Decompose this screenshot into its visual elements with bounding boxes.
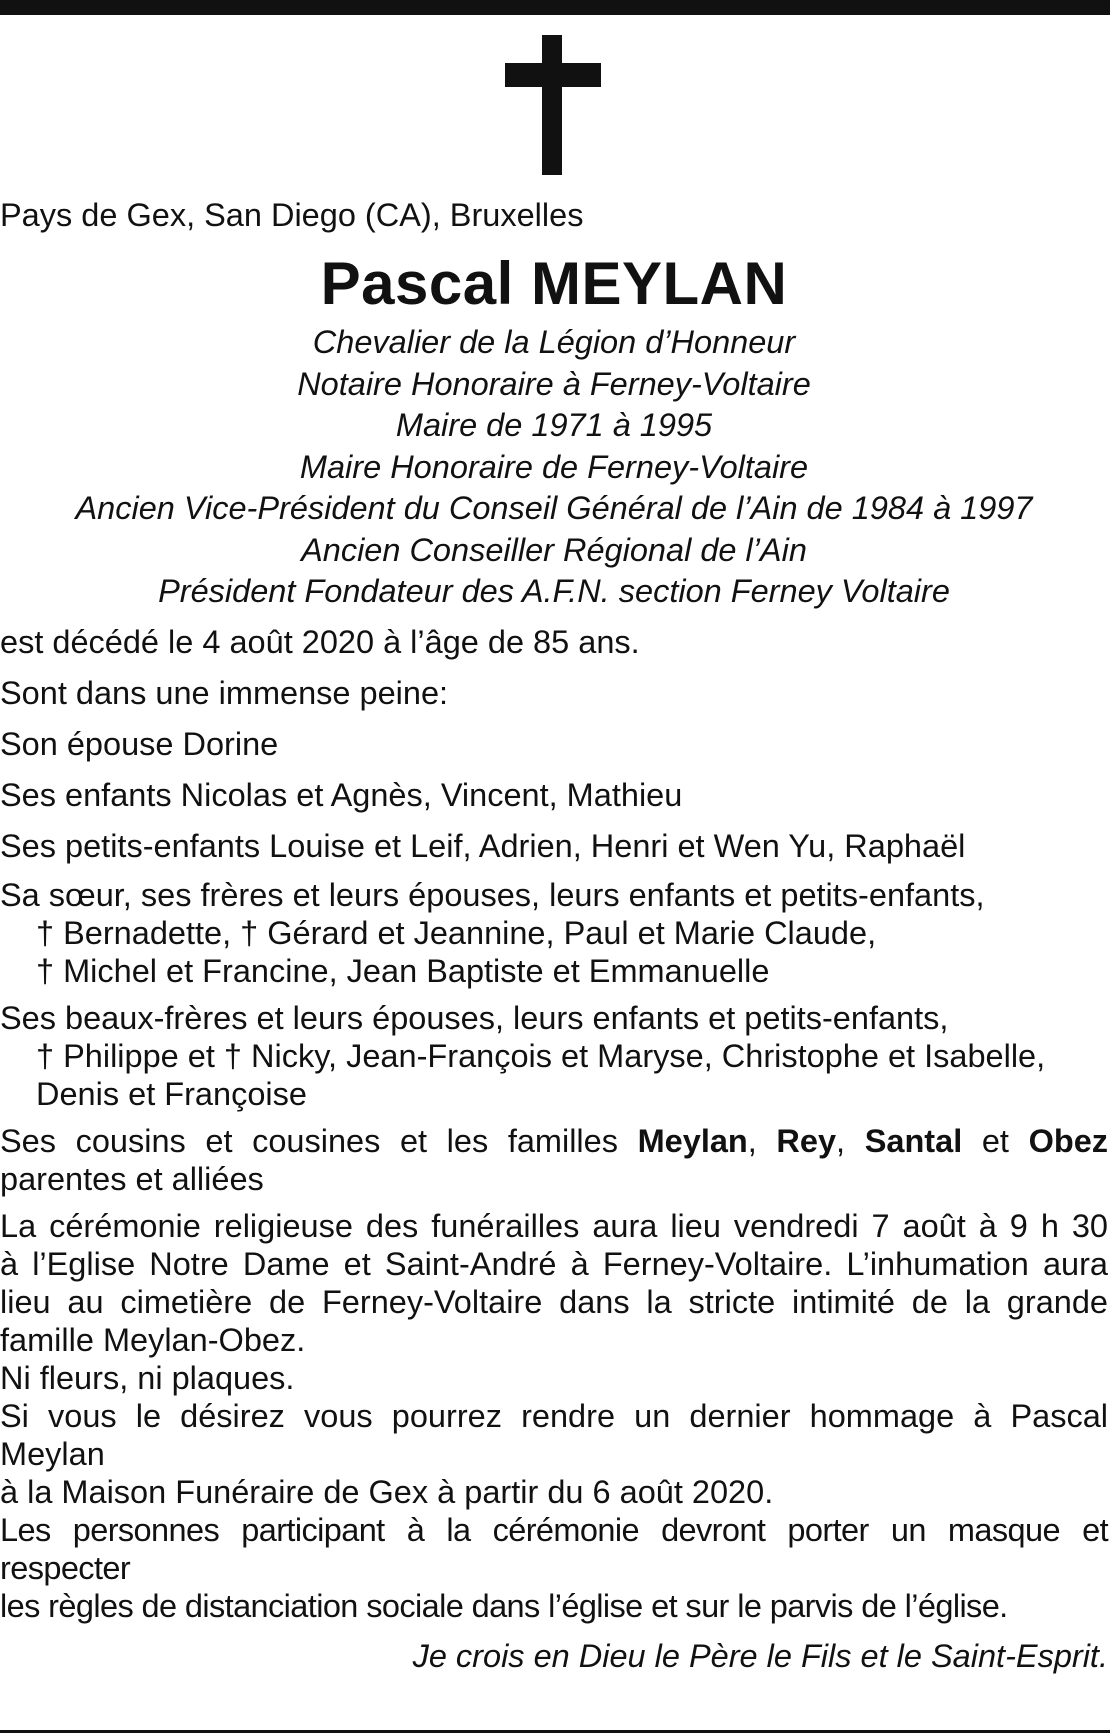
conjunction: et <box>981 1122 1009 1159</box>
titles-list <box>0 322 1108 613</box>
family-name-obez: Obez <box>1028 1122 1109 1159</box>
siblings-line: † Michel et Francine, Jean Baptiste et Emmanuelle <box>36 952 770 989</box>
family-grandchildren: Ses petits-enfants Louise et Leif, Adrien, Henri et Wen Yu, Raphaël <box>0 827 966 864</box>
siblings-line: † Bernadette, † Gérard et Jeannine, Paul et Marie Claude, <box>36 914 877 951</box>
title-item: Maire Honoraire de Ferney-Voltaire <box>299 448 809 485</box>
in-laws-line: † Philippe et † Nicky, Jean-François et Maryse, Christophe et Isabelle, <box>36 1037 1046 1074</box>
location-line: Pays de Gex, San Diego (CA), Bruxelles <box>0 197 584 233</box>
family-spouse: Son épouse Dorine <box>0 725 279 762</box>
in-laws-line: Denis et Françoise <box>36 1075 307 1112</box>
family-name-santal: Santal <box>864 1122 963 1159</box>
separator: , <box>747 1122 757 1159</box>
cousins-prefix: Ses cousins et cousines et les familles <box>0 1122 618 1159</box>
title-item: Maire de 1971 à 1995 <box>395 407 713 443</box>
family-name-rey: Rey <box>776 1122 837 1159</box>
title-item: Ancien Vice-Président du Conseil Général de l’Ain de 1984 à 1997 <box>75 490 1033 526</box>
homage-line: Si vous le désirez vous pourrez rendre un dernier hommage à Pascal Meylan <box>0 1397 1108 1472</box>
flowers-note: Ni fleurs, ni plaques. <box>0 1359 295 1396</box>
family-siblings <box>0 876 1108 990</box>
family-children: Ses enfants Nicolas et Agnès, Vincent, Mathieu <box>0 776 683 813</box>
title-item: Chevalier de la Légion d’Honneur <box>312 324 796 360</box>
closing-prayer: Je crois en Dieu le Père le Fils et le Saint-Esprit. <box>412 1637 1108 1674</box>
in-laws-line: Ses beaux-frères et leurs épouses, leurs enfants et petits-enfants, <box>0 999 949 1036</box>
top-border <box>0 0 1110 15</box>
siblings-line: Sa sœur, ses frères et leurs épouses, leurs enfants et petits-enfants, <box>0 876 985 913</box>
covid-line: les règles de distanciation sociale dans l’église et sur le parvis de l’église. <box>0 1587 1008 1624</box>
cross-icon <box>503 35 603 175</box>
title-item: Notaire Honoraire à Ferney-Voltaire <box>297 365 811 402</box>
covid-line: Les personnes participant à la cérémonie devront porter un masque et respecter <box>0 1511 1108 1586</box>
ceremony-line: lieu au cimetière de Ferney-Voltaire dans la stricte intimité de la grande <box>0 1283 1108 1320</box>
bottom-border <box>0 1730 1110 1733</box>
ceremony-line: famille Meylan-Obez. <box>0 1321 306 1358</box>
title-item: Ancien Conseiller Régional de l’Ain <box>301 531 807 568</box>
death-notice: est décédé le 4 août 2020 à l’âge de 85 ans. <box>0 623 640 660</box>
family-name-meylan: Meylan <box>637 1122 748 1159</box>
cousins-suffix: parentes et alliées <box>0 1160 264 1197</box>
homage-line: à la Maison Funéraire de Gex à partir du 6 août 2020. <box>0 1473 774 1510</box>
obituary-body <box>0 190 1108 1677</box>
title-item: Président Fondateur des A.F.N. section Ferney Voltaire <box>158 573 950 609</box>
ceremony-line: La cérémonie religieuse des funérailles aura lieu vendredi 7 août à 9 h 30 <box>0 1207 1108 1244</box>
ceremony-line: à l’Eglise Notre Dame et Saint-André à Ferney-Voltaire. L’inhumation aura <box>0 1245 1108 1282</box>
deceased-name: Pascal MEYLAN <box>320 250 788 317</box>
family-in-laws <box>0 999 1108 1113</box>
family-cousins <box>0 1122 1108 1198</box>
separator: , <box>836 1122 846 1159</box>
family-intro: Sont dans une immense peine: <box>0 674 449 711</box>
cousins-line <box>0 1122 1108 1160</box>
ceremony-info <box>0 1207 1108 1625</box>
